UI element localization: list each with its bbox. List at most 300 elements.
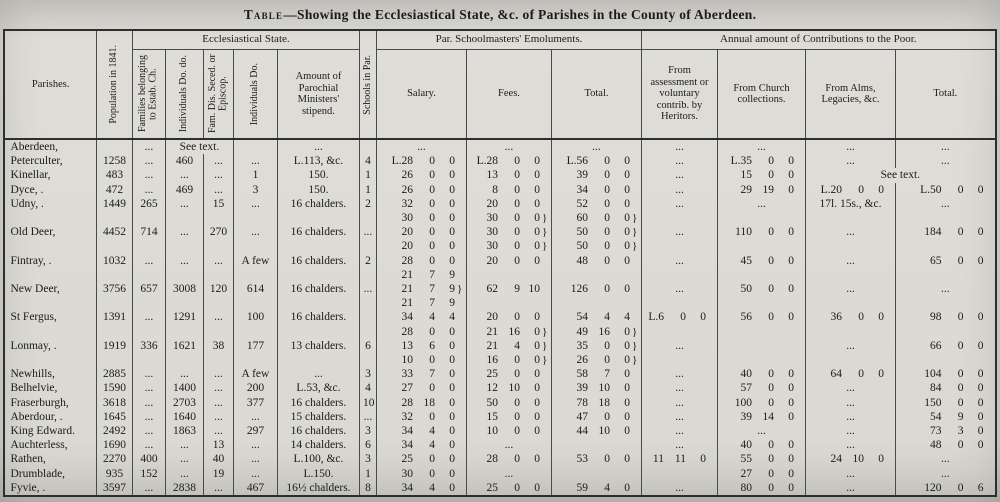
cell-parish: King Edward. bbox=[4, 424, 96, 438]
cell-church-collections: 50 0 0 bbox=[718, 268, 806, 311]
cell-individuals: ... bbox=[165, 367, 203, 381]
cell-individuals-do: ... bbox=[233, 467, 277, 481]
group-header-row bbox=[4, 30, 995, 50]
cell-total: 48 0 0 bbox=[551, 254, 641, 268]
cell-stipend: 16 chalders. bbox=[277, 254, 359, 268]
cell-fam-dis-seced: 38 bbox=[203, 339, 233, 367]
cell-families: 657 bbox=[132, 268, 165, 311]
cell-fees: 25 0 0 bbox=[466, 367, 551, 381]
table-header bbox=[4, 30, 995, 139]
table-row bbox=[4, 481, 995, 496]
cell-population: 3756 bbox=[96, 268, 132, 311]
cell-schools: 3 bbox=[359, 452, 376, 466]
cell-heritors bbox=[642, 467, 718, 481]
cell-church-collections: 15 0 0 bbox=[718, 168, 806, 182]
cell-heritors: ... bbox=[642, 339, 718, 367]
cell-fees: 28 0 0 bbox=[466, 452, 551, 466]
cell-fam-dis-seced: 120 bbox=[203, 268, 233, 311]
cell-families: 714 bbox=[132, 211, 165, 254]
cell-population: 1590 bbox=[96, 381, 132, 395]
cell-total-poor: 48 0 0 bbox=[896, 438, 996, 452]
cell-alms-legacies: 36 0 0 bbox=[806, 310, 896, 338]
cell-salary: 32 0 0 bbox=[376, 197, 466, 211]
cell-stipend: 150. bbox=[277, 183, 359, 197]
cell-fam-dis-seced: ... bbox=[203, 481, 233, 496]
cell-stipend: ... bbox=[277, 139, 359, 154]
group-header-contributions-to-poor: Annual amount of Contributions to the Poor. bbox=[642, 30, 996, 50]
cell-salary: 32 0 0 bbox=[376, 410, 466, 424]
cell-families: ... bbox=[132, 438, 165, 452]
cell-alms-legacies: ... bbox=[806, 438, 896, 452]
cell-schools: 2 bbox=[359, 254, 376, 268]
cell-fees: 20 0 0 bbox=[466, 197, 551, 211]
cell-population: 4452 bbox=[96, 211, 132, 254]
table-row bbox=[4, 268, 995, 311]
cell-families: ... bbox=[132, 367, 165, 381]
cell-parish: Belhelvie, bbox=[4, 381, 96, 395]
table-row bbox=[4, 367, 995, 381]
cell-individuals-do: A few bbox=[233, 367, 277, 381]
cell-individuals: 1640 bbox=[165, 410, 203, 424]
cell-population: 935 bbox=[96, 467, 132, 481]
col-header-fees: Fees. bbox=[466, 50, 551, 140]
cell-individuals: ... bbox=[165, 211, 203, 254]
cell-stipend: L.113, &c. bbox=[277, 154, 359, 168]
cell-heritors: 11 11 0 bbox=[642, 452, 718, 466]
group-header-schoolmasters-emoluments: Par. Schoolmasters' Emoluments. bbox=[376, 30, 641, 50]
cell-fam-dis-seced: ... bbox=[203, 154, 233, 168]
cell-stipend: ... bbox=[277, 367, 359, 381]
cell-parish: Fintray, . bbox=[4, 254, 96, 268]
cell-heritors: ... bbox=[642, 396, 718, 410]
cell-families: 265 bbox=[132, 197, 165, 211]
cell-heritors: ... bbox=[642, 481, 718, 496]
cell-individuals-do: 1 bbox=[233, 168, 277, 182]
table-row bbox=[4, 410, 995, 424]
cell-stipend: 16 chalders. bbox=[277, 396, 359, 410]
cell-salary: 33 7 0 bbox=[376, 367, 466, 381]
cell-church-collections: ... bbox=[718, 139, 806, 154]
cell-fam-dis-seced: 13 bbox=[203, 438, 233, 452]
cell-schools: 10 bbox=[359, 396, 376, 410]
cell-schools: 8 bbox=[359, 481, 376, 496]
cell-alms-legacies: ... bbox=[806, 211, 896, 254]
cell-alms-legacies: ... bbox=[806, 154, 896, 168]
cell-church-collections: 57 0 0 bbox=[718, 381, 806, 395]
cell-church-collections: 29 19 0 bbox=[718, 183, 806, 197]
table-row bbox=[4, 211, 995, 254]
cell-alms-legacies: ... bbox=[806, 339, 896, 367]
cell-population: 1391 bbox=[96, 310, 132, 338]
table-row bbox=[4, 381, 995, 395]
cell-church-collections: 110 0 0 bbox=[718, 211, 806, 254]
title-prefix: Table bbox=[243, 7, 284, 22]
cell-stipend: L.100, &c. bbox=[277, 452, 359, 466]
cell-stipend: 14 chalders. bbox=[277, 438, 359, 452]
cell-heritors: ... bbox=[642, 154, 718, 168]
cell-stipend: 16 chalders. bbox=[277, 268, 359, 311]
cell-schools: 1 bbox=[359, 183, 376, 197]
cell-families: 336 bbox=[132, 339, 165, 367]
cell-schools: 1 bbox=[359, 168, 376, 182]
col-header-salary: Salary. bbox=[376, 50, 466, 140]
cell-fees: ... bbox=[466, 139, 551, 154]
cell-total-poor: 184 0 0 bbox=[896, 211, 996, 254]
parish-table bbox=[3, 29, 996, 497]
cell-schools: 6 bbox=[359, 339, 376, 367]
cell-church-collections: 100 0 0 bbox=[718, 396, 806, 410]
col-header-schools-in-parish: Schools in Par. bbox=[359, 30, 376, 139]
cell-total-poor: 84 0 0 bbox=[896, 381, 996, 395]
cell-schools: 2 bbox=[359, 197, 376, 211]
cell-individuals-do: 177 bbox=[233, 339, 277, 367]
cell-fees: 15 0 0 bbox=[466, 410, 551, 424]
col-header-individuals-do: Individuals Do. do. bbox=[165, 50, 203, 140]
cell-church-collections: 27 0 0 bbox=[718, 467, 806, 481]
cell-church-collections: 56 0 0 bbox=[718, 310, 806, 338]
cell-fees: 21 4 0 } 16 0 0 } bbox=[466, 339, 551, 367]
cell-families: ... bbox=[132, 381, 165, 395]
cell-total-poor: ... bbox=[896, 268, 996, 311]
cell-schools: 1 bbox=[359, 467, 376, 481]
cell-heritors: ... bbox=[642, 424, 718, 438]
table-row bbox=[4, 139, 995, 154]
col-header-fam-dis-seced: Fam. Dis. Seced. or Episcop. bbox=[203, 50, 233, 140]
cell-salary: 30 0 0 bbox=[376, 467, 466, 481]
cell-salary: 13 6 0 10 0 0 bbox=[376, 339, 466, 367]
table-row bbox=[4, 339, 995, 367]
cell-individuals-do: ... bbox=[233, 154, 277, 168]
cell-salary: ... bbox=[376, 139, 466, 154]
cell-total-poor: ... bbox=[896, 154, 996, 168]
cell-total-poor: 66 0 0 bbox=[896, 339, 996, 367]
cell-church-collections: 40 0 0 bbox=[718, 438, 806, 452]
cell-alms-legacies: ... bbox=[806, 467, 896, 481]
cell-parish: Aberdour, . bbox=[4, 410, 96, 424]
cell-parish: Fyvie, . bbox=[4, 481, 96, 496]
cell-fam-dis-seced: 270 bbox=[203, 211, 233, 254]
cell-fees: L.28 0 0 bbox=[466, 154, 551, 168]
cell-population: 483 bbox=[96, 168, 132, 182]
cell-total: 47 0 0 bbox=[551, 410, 641, 424]
cell-stipend: L.53, &c. bbox=[277, 381, 359, 395]
cell-families: ... bbox=[132, 424, 165, 438]
cell-salary: 28 0 0 bbox=[376, 254, 466, 268]
cell-population: 1690 bbox=[96, 438, 132, 452]
cell-individuals: 1621 bbox=[165, 339, 203, 367]
cell-individuals: 1291 bbox=[165, 310, 203, 338]
cell-population: 2492 bbox=[96, 424, 132, 438]
cell-heritors: ... bbox=[642, 183, 718, 197]
cell-total-poor: ... bbox=[896, 452, 996, 466]
cell-individuals: ... bbox=[165, 254, 203, 268]
cell-individuals: 2838 bbox=[165, 481, 203, 496]
cell-fees: 10 0 0 bbox=[466, 424, 551, 438]
cell-fam-dis-seced: 19 bbox=[203, 467, 233, 481]
cell-total-poor: L.50 0 0 bbox=[896, 183, 996, 197]
cell-church-collections: ... bbox=[718, 424, 806, 438]
title-rest: —Showing the Ecclesiastical State, &c. of Parishes in the County of Aberdeen. bbox=[283, 7, 757, 22]
cell-total-poor: 65 0 0 bbox=[896, 254, 996, 268]
cell-salary: 21 7 9 21 7 9 } 21 7 9 bbox=[376, 268, 466, 311]
cell-parish: Dyce, . bbox=[4, 183, 96, 197]
col-header-families-estab-ch: Families belonging to Estab. Ch. bbox=[132, 50, 165, 140]
cell-total bbox=[551, 438, 641, 452]
cell-fam-dis-seced: ... bbox=[203, 410, 233, 424]
cell-schools: 4 bbox=[359, 381, 376, 395]
cell-heritors: ... bbox=[642, 367, 718, 381]
cell-fees: 50 0 0 bbox=[466, 396, 551, 410]
cell-total: 39 0 0 bbox=[551, 168, 641, 182]
cell-families: ... bbox=[132, 310, 165, 338]
cell-schools bbox=[359, 139, 376, 154]
table-row bbox=[4, 452, 995, 466]
cell-alms-legacies: L.20 0 0 bbox=[806, 183, 896, 197]
cell-alms-legacies: ... bbox=[806, 424, 896, 438]
cell-total-poor: ... bbox=[896, 197, 996, 211]
cell-alms-legacies: ... bbox=[806, 268, 896, 311]
cell-salary: 34 4 0 bbox=[376, 438, 466, 452]
cell-total: 39 10 0 bbox=[551, 381, 641, 395]
table-row bbox=[4, 183, 995, 197]
cell-population: 1449 bbox=[96, 197, 132, 211]
cell-church-collections: L.35 0 0 bbox=[718, 154, 806, 168]
table-row bbox=[4, 396, 995, 410]
cell-salary: 27 0 0 bbox=[376, 381, 466, 395]
cell-total-poor: 104 0 0 bbox=[896, 367, 996, 381]
cell-fees: 12 10 0 bbox=[466, 381, 551, 395]
cell-total-poor: 120 0 6 bbox=[896, 481, 996, 496]
col-header-heritors-assessment: From assessment or voluntary contrib. by Heritors. bbox=[642, 50, 718, 140]
cell-individuals: See text. bbox=[165, 139, 233, 154]
cell-total: 59 4 0 bbox=[551, 481, 641, 496]
cell-alms-legacies: ... bbox=[806, 481, 896, 496]
cell-church-collections: 80 0 0 bbox=[718, 481, 806, 496]
cell-fees: 20 0 0 21 16 0 } bbox=[466, 310, 551, 338]
cell-total: 126 0 0 bbox=[551, 268, 641, 311]
table-row bbox=[4, 154, 995, 168]
cell-fam-dis-seced: ... bbox=[203, 310, 233, 338]
cell-parish: Rathen, bbox=[4, 452, 96, 466]
table-row bbox=[4, 197, 995, 211]
cell-heritors: L.6 0 0 bbox=[642, 310, 718, 338]
cell-total: ... bbox=[551, 139, 641, 154]
table-row bbox=[4, 467, 995, 481]
col-header-ministers-stipend: Amount of Parochial Ministers' stipend. bbox=[277, 50, 359, 140]
cell-fam-dis-seced: 15 bbox=[203, 197, 233, 211]
cell-parish: Kinellar, bbox=[4, 168, 96, 182]
cell-individuals: 1400 bbox=[165, 381, 203, 395]
table-row bbox=[4, 254, 995, 268]
cell-schools: ... bbox=[359, 268, 376, 311]
cell-total: 34 0 0 bbox=[551, 183, 641, 197]
cell-individuals: 3008 bbox=[165, 268, 203, 311]
cell-heritors: ... bbox=[642, 168, 718, 182]
cell-parish: Aberdeen, bbox=[4, 139, 96, 154]
cell-population: 3597 bbox=[96, 481, 132, 496]
cell-fam-dis-seced: ... bbox=[203, 168, 233, 182]
cell-individuals: 1863 bbox=[165, 424, 203, 438]
cell-total: 78 18 0 bbox=[551, 396, 641, 410]
cell-individuals-do: 3 bbox=[233, 183, 277, 197]
cell-parish: St Fergus, bbox=[4, 310, 96, 338]
col-header-parishes: Parishes. bbox=[4, 30, 96, 139]
cell-heritors: ... bbox=[642, 211, 718, 254]
cell-fam-dis-seced: ... bbox=[203, 254, 233, 268]
cell-parish: Newhills, bbox=[4, 367, 96, 381]
cell-alms-legacies: ... bbox=[806, 410, 896, 424]
cell-stipend: 16½ chalders. bbox=[277, 481, 359, 496]
cell-individuals-do: A few bbox=[233, 254, 277, 268]
cell-families: ... bbox=[132, 410, 165, 424]
group-header-ecclesiastical-state: Ecclesiastical State. bbox=[132, 30, 359, 50]
cell-schools: 3 bbox=[359, 367, 376, 381]
cell-families: 400 bbox=[132, 452, 165, 466]
cell-alms-legacies: 24 10 0 bbox=[806, 452, 896, 466]
cell-individuals-do: 100 bbox=[233, 310, 277, 338]
cell-heritors: ... bbox=[642, 268, 718, 311]
cell-population: 1919 bbox=[96, 339, 132, 367]
cell-salary: 26 0 0 bbox=[376, 183, 466, 197]
cell-fees: 8 0 0 bbox=[466, 183, 551, 197]
cell-salary: 25 0 0 bbox=[376, 452, 466, 466]
cell-individuals-do: ... bbox=[233, 452, 277, 466]
page-title bbox=[0, 7, 1000, 23]
cell-total-poor: 54 9 0 bbox=[896, 410, 996, 424]
cell-stipend: 16 chalders. bbox=[277, 197, 359, 211]
cell-population: 472 bbox=[96, 183, 132, 197]
cell-stipend: 15 chalders. bbox=[277, 410, 359, 424]
cell-salary: 34 4 4 28 0 0 bbox=[376, 310, 466, 338]
cell-individuals-do: 467 bbox=[233, 481, 277, 496]
cell-total: 60 0 0 } 50 0 0 } 50 0 0 } bbox=[551, 211, 641, 254]
cell-schools: 6 bbox=[359, 438, 376, 452]
cell-total: 54 4 4 49 16 0 } bbox=[551, 310, 641, 338]
cell-parish: Lonmay, . bbox=[4, 339, 96, 367]
cell-stipend: 150. bbox=[277, 168, 359, 182]
cell-individuals: 460 bbox=[165, 154, 203, 168]
cell-fam-dis-seced: ... bbox=[203, 381, 233, 395]
cell-alms-legacies: ... bbox=[806, 254, 896, 268]
cell-alms-legacies: ... bbox=[806, 139, 896, 154]
cell-stipend: 13 chalders. bbox=[277, 339, 359, 367]
cell-families: ... bbox=[132, 254, 165, 268]
cell-stipend: 16 chalders. bbox=[277, 310, 359, 338]
cell-salary: L.28 0 0 bbox=[376, 154, 466, 168]
cell-heritors: ... bbox=[642, 139, 718, 154]
cell-salary: 34 4 0 bbox=[376, 424, 466, 438]
table-row bbox=[4, 438, 995, 452]
cell-salary: 30 0 0 20 0 0 20 0 0 bbox=[376, 211, 466, 254]
cell-total: 53 0 0 bbox=[551, 452, 641, 466]
cell-schools: ... bbox=[359, 211, 376, 254]
table-row bbox=[4, 310, 995, 338]
cell-church-collections bbox=[718, 339, 806, 367]
cell-fam-dis-seced: ... bbox=[203, 183, 233, 197]
cell-salary: 26 0 0 bbox=[376, 168, 466, 182]
cell-individuals: ... bbox=[165, 438, 203, 452]
col-header-alms-legacies: From Alms, Legacies, &c. bbox=[806, 50, 896, 140]
cell-heritors: ... bbox=[642, 410, 718, 424]
cell-total-poor: 150 0 0 bbox=[896, 396, 996, 410]
cell-total-poor: ... bbox=[896, 139, 996, 154]
cell-fees: ... bbox=[466, 467, 551, 481]
cell-parish: Auchterless, bbox=[4, 438, 96, 452]
cell-families: ... bbox=[132, 481, 165, 496]
cell-church-collections: 40 0 0 bbox=[718, 367, 806, 381]
cell-stipend: 16 chalders. bbox=[277, 424, 359, 438]
cell-fees: 62 9 10 bbox=[466, 268, 551, 311]
cell-alms-legacies: See text. bbox=[806, 168, 996, 182]
table-row bbox=[4, 424, 995, 438]
cell-heritors: ... bbox=[642, 438, 718, 452]
cell-stipend: L.150. bbox=[277, 467, 359, 481]
cell-families: ... bbox=[132, 139, 165, 154]
cell-schools: 4 bbox=[359, 154, 376, 168]
cell-individuals-do: 297 bbox=[233, 424, 277, 438]
cell-population bbox=[96, 139, 132, 154]
table-row bbox=[4, 168, 995, 182]
cell-church-collections: 55 0 0 bbox=[718, 452, 806, 466]
cell-population: 1258 bbox=[96, 154, 132, 168]
cell-fam-dis-seced: ... bbox=[203, 367, 233, 381]
cell-individuals-do: ... bbox=[233, 438, 277, 452]
cell-fees: 25 0 0 bbox=[466, 481, 551, 496]
cell-fees: ... bbox=[466, 438, 551, 452]
col-header-total-poor: Total. bbox=[896, 50, 996, 140]
cell-alms-legacies: 64 0 0 bbox=[806, 367, 896, 381]
cell-alms-legacies: ... bbox=[806, 396, 896, 410]
cell-total: 58 7 0 bbox=[551, 367, 641, 381]
cell-heritors: ... bbox=[642, 381, 718, 395]
cell-stipend: 16 chalders. bbox=[277, 211, 359, 254]
cell-total: 35 0 0 } 26 0 0 } bbox=[551, 339, 641, 367]
cell-individuals-do: 614 bbox=[233, 268, 277, 311]
cell-parish: Drumblade, bbox=[4, 467, 96, 481]
cell-alms-legacies: ... bbox=[806, 381, 896, 395]
cell-total-poor: 98 0 0 bbox=[896, 310, 996, 338]
cell-population: 1032 bbox=[96, 254, 132, 268]
cell-heritors: ... bbox=[642, 197, 718, 211]
cell-parish: Udny, . bbox=[4, 197, 96, 211]
cell-total: 52 0 0 bbox=[551, 197, 641, 211]
cell-fam-dis-seced: ... bbox=[203, 396, 233, 410]
table-body bbox=[4, 139, 995, 496]
cell-church-collections: 45 0 0 bbox=[718, 254, 806, 268]
cell-total: 44 10 0 bbox=[551, 424, 641, 438]
cell-salary: 34 4 0 bbox=[376, 481, 466, 496]
cell-families: ... bbox=[132, 168, 165, 182]
cell-families: ... bbox=[132, 396, 165, 410]
cell-total bbox=[551, 467, 641, 481]
cell-individuals-do: 377 bbox=[233, 396, 277, 410]
cell-individuals: 2703 bbox=[165, 396, 203, 410]
cell-schools: 3 bbox=[359, 424, 376, 438]
cell-total-poor: 73 3 0 bbox=[896, 424, 996, 438]
cell-individuals-do: ... bbox=[233, 197, 277, 211]
cell-individuals: ... bbox=[165, 452, 203, 466]
cell-total-poor: ... bbox=[896, 467, 996, 481]
cell-church-collections: 39 14 0 bbox=[718, 410, 806, 424]
cell-fees: 30 0 0 } 30 0 0 } 30 0 0 } bbox=[466, 211, 551, 254]
cell-families: ... bbox=[132, 154, 165, 168]
cell-parish: New Deer, bbox=[4, 268, 96, 311]
cell-salary: 28 18 0 bbox=[376, 396, 466, 410]
cell-schools bbox=[359, 310, 376, 338]
cell-fam-dis-seced: ... bbox=[203, 424, 233, 438]
cell-individuals: ... bbox=[165, 168, 203, 182]
cell-church-collections: ... bbox=[718, 197, 806, 211]
